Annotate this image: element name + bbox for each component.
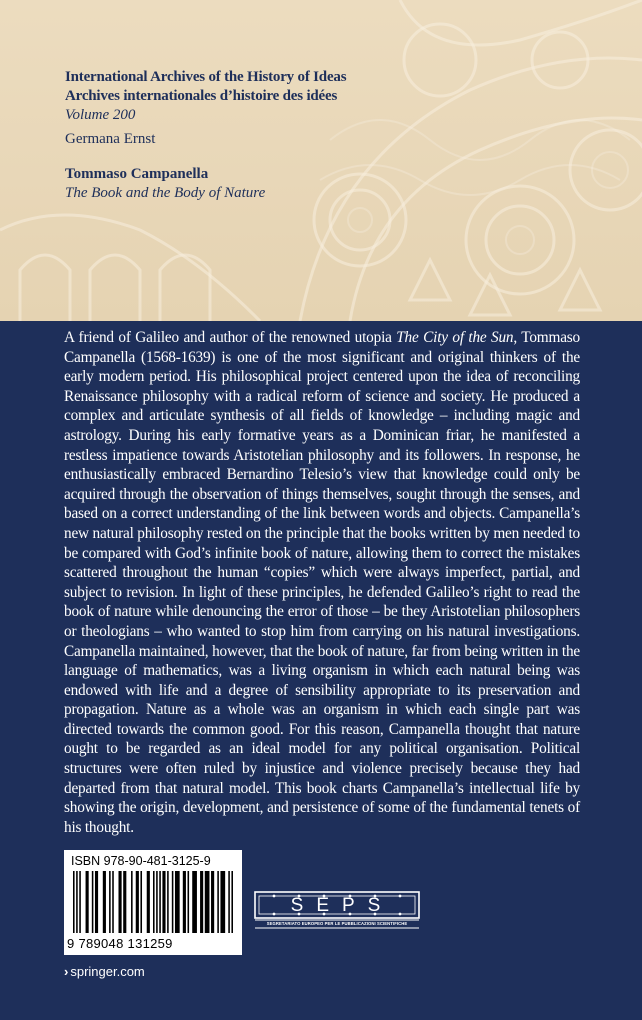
header-text-block [65, 68, 585, 203]
barcode-bar [112, 871, 114, 933]
seps-logo [254, 891, 420, 931]
barcode-bar [162, 871, 165, 933]
springer-link[interactable] [64, 964, 145, 979]
series-title-french: Archives internationales d’histoire des idées [65, 88, 338, 104]
barcode-bar [73, 871, 75, 933]
barcode-bar [109, 871, 111, 933]
barcode-bar [220, 871, 225, 933]
barcode-bar [118, 871, 121, 933]
barcode-bar [147, 871, 150, 933]
barcode-bar [103, 871, 106, 933]
book-title: Tommaso Campanella [65, 166, 209, 182]
barcode-bar [76, 871, 78, 933]
barcode-bar [123, 871, 126, 933]
book-subtitle: The Book and the Body of Nature [65, 185, 266, 201]
barcode-bar [136, 871, 139, 933]
barcode-icon [70, 871, 236, 935]
barcode-bar [188, 871, 190, 933]
isbn-label: ISBN 978-90-481-3125-9 [71, 854, 211, 868]
barcode-bar [211, 871, 214, 933]
barcode-bar [228, 871, 230, 933]
barcode-bar [95, 871, 98, 933]
barcode-bar [92, 871, 94, 933]
barcode-digits: 9 789048 131259 [67, 936, 173, 951]
barcode-bar [172, 871, 174, 933]
barcode-bar [79, 871, 81, 933]
barcode-bar [175, 871, 180, 933]
barcode-bar [140, 871, 142, 933]
barcode-bar [167, 871, 169, 933]
blurb-body: , Tommaso Campanella (1568-1639) is one of the most significant and original thinkers of the early modern period. His philosophical project centered upon the idea of reconciling Renaissance philosophy with a radical reform of science and society. He produced a complex and articulate synthesis of all fields of knowledge – including magic and astrology. During his early formative years as a Dominican friar, he manifested a restless impatience towards Aristotelian philosophy and its followers. In response, he enthusiastically embraced Bernardino Telesio’s view that knowledge could only be acquired through the observation of things themselves, sought through the senses, and based on a correct understanding of the link between words and objects. Campanella’s new natural philosophy rested on the principle that the books written by men needed to be compared with God’s infinite book of nature, allowing them to correct the mistakes scattered throughout the human “copies” which were always imperfect, partial, and subject to revision. In light of these principles, he defended Galileo’s right to read the book of nature while denouncing the error of those – be they Aristotelian philosophers or theologians – who wanted to stop him from carrying on his natural investigations. Campanella maintained, however, that the book of nature, far from being written in the language of mathematics, was a living organism in which each natural being was endowed with life and a degree of sensibility appropriate to its preservation and propagation. Nature as a whole was an organism in which each single part was directed towards the common good. For this reason, Campanella thought that nature ought to be regarded as an ideal model for any political organisation. Political structures were often ruled by injustice and violence precisely because they had departed from that natural model. This book charts Campanella’s intellectual life by showing the origin, development, and persistence of some of the fundamental tenets of his thought. [64, 329, 580, 836]
barcode-panel [64, 850, 242, 955]
barcode-bar [231, 871, 233, 933]
book-description [64, 328, 580, 837]
barcode-bar [200, 871, 203, 933]
barcode-bar [217, 871, 219, 933]
barcode-bar [131, 871, 133, 933]
barcode-bar [153, 871, 155, 933]
series-title-english: International Archives of the History of Ideas [65, 69, 347, 85]
seps-acronym: SEPS [290, 895, 394, 916]
barcode-bar [156, 871, 158, 933]
barcode-bar [183, 871, 186, 933]
cover-top-panel [0, 0, 642, 321]
barcode-bar [86, 871, 89, 933]
author-name: Germana Ernst [65, 131, 156, 147]
blurb-work-title: The City of the Sun [396, 329, 514, 346]
series-volume: Volume 200 [65, 107, 136, 123]
seps-tagline: SEGRETARIATO EUROPEO PER LE PUBBLICAZIONI SCIENTIFICHE [266, 921, 408, 926]
cover-bottom-panel [0, 321, 642, 1020]
barcode-bar [205, 871, 210, 933]
chevron-right-icon: › [64, 964, 69, 979]
barcode-bar [192, 871, 197, 933]
blurb-intro: A friend of Galileo and author of the renowned utopia [64, 329, 397, 346]
springer-url: springer.com [70, 964, 145, 979]
barcode-bar [159, 871, 161, 933]
